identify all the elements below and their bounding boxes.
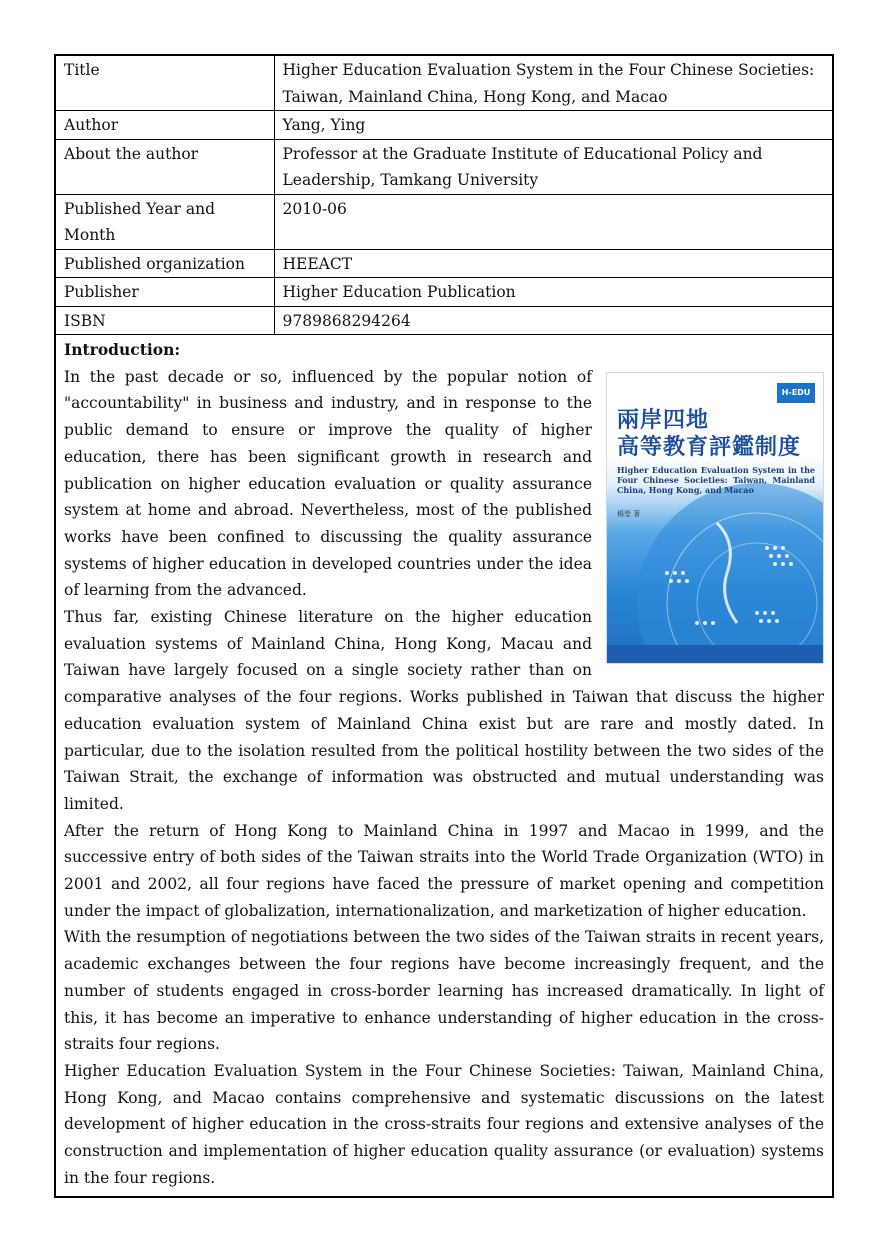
field-value-title: Higher Education Evaluation System in the Four Chinese Societies: Taiwan, Mainland China, Hong Kong, and Macao [274,56,832,111]
cover-chinese-title-line1: 兩岸四地 [617,407,710,433]
table-row [56,306,832,335]
table-row [56,249,832,278]
cover-english-title: Higher Education Evaluation System in the Four Chinese Societies: Taiwan, Mainland China, Hong Kong, and Macao [617,464,815,495]
introduction-heading: Introduction: [64,340,181,359]
field-value-published-date: 2010-06 [274,194,832,249]
table-row [56,56,832,111]
metadata-table [56,56,832,335]
table-row [56,111,832,140]
field-value-about-author: Professor at the Graduate Institute of Educational Policy and Leadership, Tamkang University [274,139,832,194]
field-value-publisher: Higher Education Publication [274,278,832,307]
table-row [56,278,832,307]
book-cover-image [606,372,824,664]
cover-chinese-title-line2: 高等教育評鑑制度 [617,434,802,460]
field-label-publisher: Publisher [56,278,274,307]
intro-paragraph: In the past decade or so, influenced by the popular notion of "accountability" in business and industry, and in response to the public demand to ensure or improve the quality of higher education, there has been significant growth in research and publication on higher education evaluation or quality assurance system at home and abroad. Nevertheless, most of the published works have been confined to discussing the quality assurance systems of higher education in developed countries under the idea of learning from the advanced. [64,367,592,600]
table-row [56,139,832,194]
introduction-section [56,335,832,1196]
cover-series-badge: H-EDU [777,383,815,403]
document-sheet [54,54,834,1198]
field-value-organization: HEEACT [274,249,832,278]
field-label-published-date: Published Year and Month [56,194,274,249]
intro-paragraph: Thus far, existing Chinese literature on the higher education evaluation systems of Mainland China, Hong Kong, Macau and Taiwan have largely focused on a single society rather than on comparative analyses of the four regions. Works published in Taiwan that discuss the higher education evaluation system of Mainland China exist but are rare and mostly dated. In particular, due to the isolation resulted from the political hostility between the two sides of the Taiwan Strait, the exchange of information was obstructed and mutual understanding was limited. [64,608,824,813]
field-value-isbn: 9789868294264 [274,306,832,335]
field-label-organization: Published organization [56,249,274,278]
field-label-title: Title [56,56,274,111]
field-label-author: Author [56,111,274,140]
cover-author: 楊瑩 著 [617,509,641,518]
intro-paragraph: After the return of Hong Kong to Mainland China in 1997 and Macao in 1999, and the successive entry of both sides of the Taiwan straits into the World Trade Organization (WTO) in 2001 and 2002, all four regions have faced the pressure of market opening and competition under the impact of globalization, internationalization, and marketization of higher education. [64,821,824,920]
field-value-author: Yang, Ying [274,111,832,140]
intro-paragraph: Higher Education Evaluation System in the Four Chinese Societies: Taiwan, Mainland China, Hong Kong, and Macao contains comprehensive and systematic discussions on the latest development of higher education in the cross-straits four regions and extensive analyses of the construction and implementation of higher education quality assurance (or evaluation) systems in the four regions. [64,1061,824,1187]
intro-paragraph: With the resumption of negotiations between the two sides of the Taiwan straits in recent years, academic exchanges between the four regions have become increasingly frequent, and the number of students engaged in cross-border learning has increased dramatically. In light of this, it has become an imperative to enhance understanding of higher education in the cross-straits four regions. [64,928,824,1054]
field-label-isbn: ISBN [56,306,274,335]
cover-chinese-title [617,407,815,461]
table-row [56,194,832,249]
field-label-about-author: About the author [56,139,274,194]
